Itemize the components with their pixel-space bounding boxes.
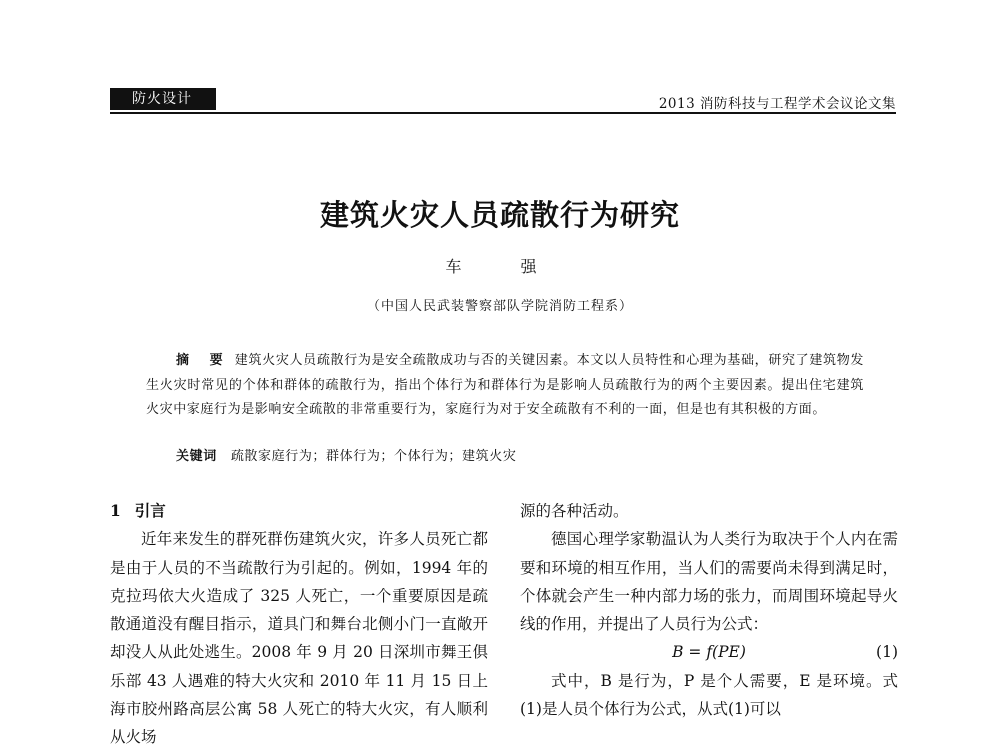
formula-number: (1) [876,643,898,662]
body-paragraph: 近年来发生的群死群伤建筑火灾，许多人员死亡都是由于人员的不当疏散行为引起的。例如，1994 年的克拉玛依大火造成了 325 人死亡，一个重要原因是疏散通道没有醒目指示，道具门和舞台北侧小门一直敞开却没人从此处逃生。2008 年 9 月 20 日深圳市舞王俱乐部 43 人遇难的特大火灾和 2010 年 11 月 15 日上海市胶州路高层公寓 58 人死亡的特大火灾，有人顺利从火场 [110,530,488,747]
page-header [110,88,896,114]
abstract [146,349,864,423]
journal-title: 2013 消防科技与工程学术会议论文集 [658,96,896,112]
body-paragraph: 德国心理学家勒温认为人类行为取决于个人内在需要和环境的相互作用，当人们的需要尚未得到满足时，个体就会产生一种内部力场的张力，而周围环境起导火线的作用，并提出了人员行为公式： [520,530,898,634]
left-column [110,497,488,752]
body-paragraph: 式中，B 是行为，P 是个人需要，E 是环境。式(1)是人员个体行为公式，从式(1)可以 [520,671,898,719]
keywords-label: 关键词 [176,449,217,464]
section-tag: 防火设计 [110,88,216,110]
abstract-label: 摘 要 [176,353,231,368]
keywords-text: 疏散家庭行为；群体行为；个体行为；建筑火灾 [230,449,517,464]
keywords [176,445,516,469]
section-heading [110,497,488,525]
author: 车 强 [445,257,555,276]
affiliation: （中国人民武装警察部队学院消防工程系） [366,299,633,314]
section-number: 1 [110,501,121,520]
abstract-text: 建筑火灾人员疏散行为是安全疏散成功与否的关键因素。本文以人员特性和心理为基础，研究了建筑物发生火灾时常见的个体和群体的疏散行为，指出个体行为和群体行为是影响人员疏散行为的两个主要因素。提出住宅建筑火灾中家庭行为是影响安全疏散的非常重要行为，家庭行为对于安全疏散有不利的一面，但是也有其积极的方面。 [146,353,864,417]
formula [520,638,898,666]
body-paragraph-continuation: 源的各种活动。 [520,502,629,520]
formula-expression: B = f(PE) [672,643,746,662]
right-column [520,497,898,723]
paper-title: 建筑火灾人员疏散行为研究 [319,198,680,232]
section-title: 引言 [134,501,166,520]
